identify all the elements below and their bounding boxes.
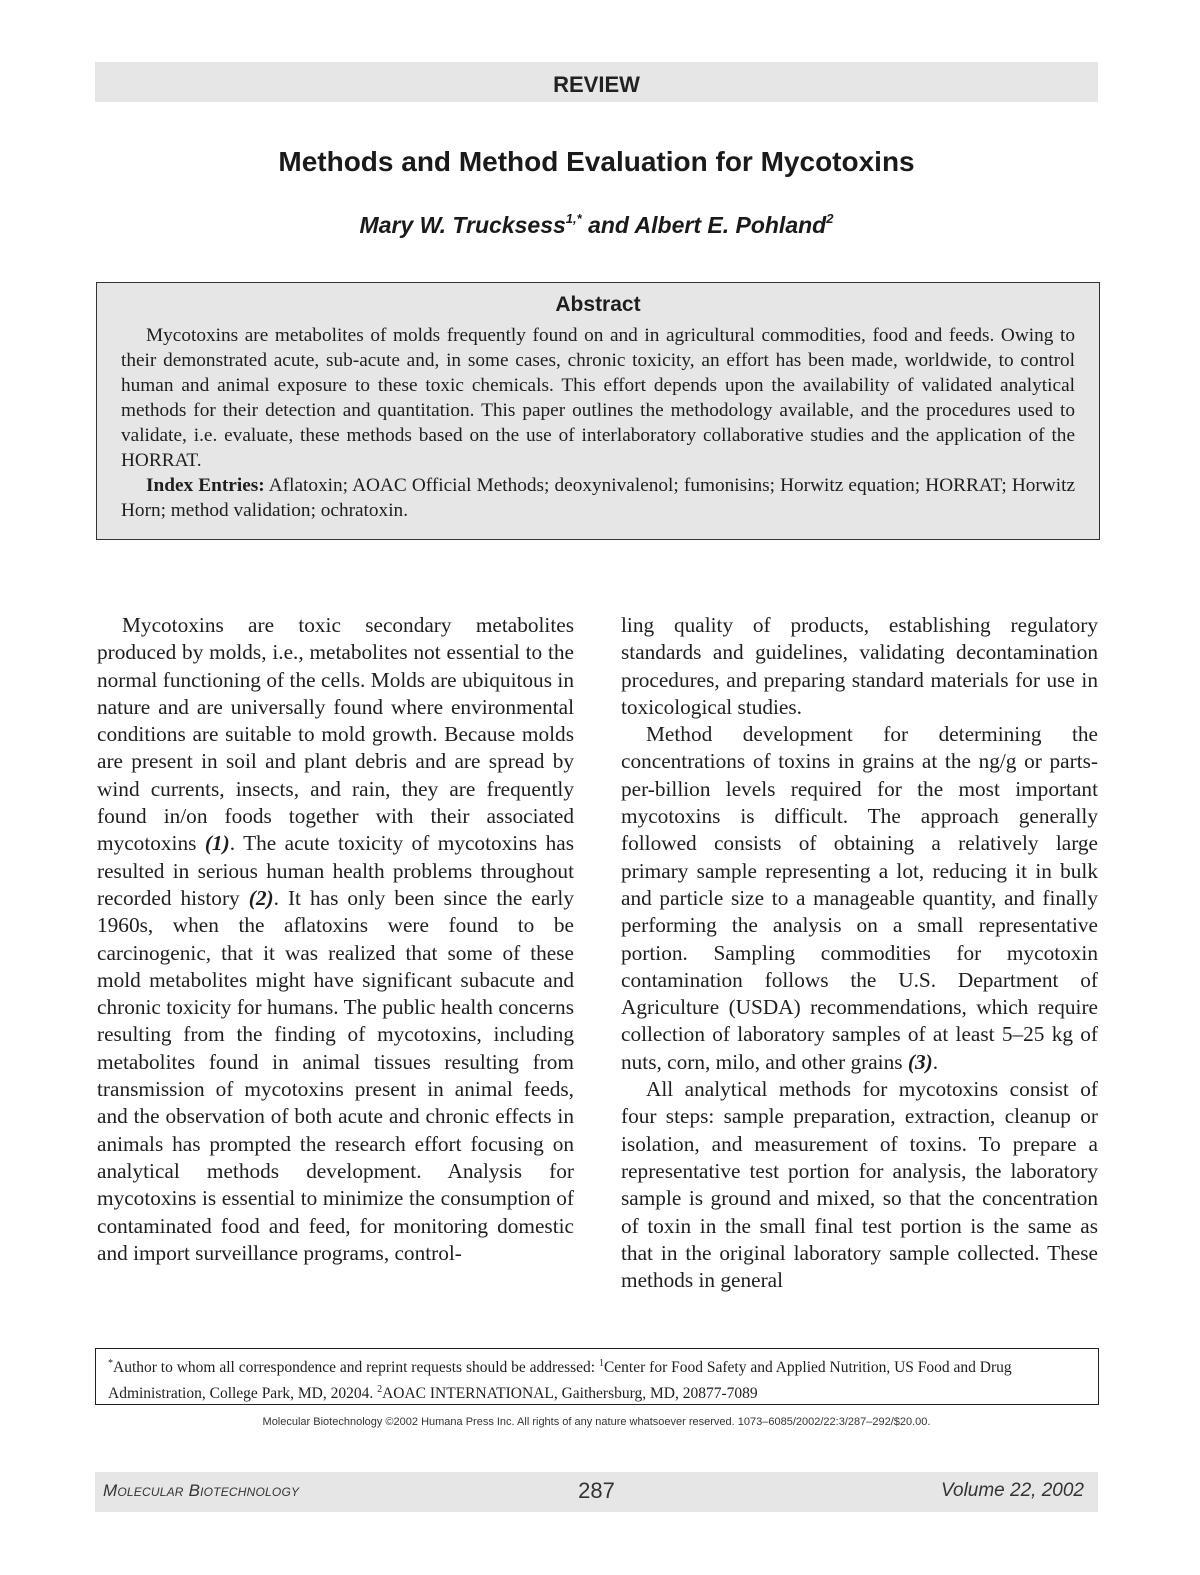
page-number: 287	[578, 1478, 615, 1503]
index-entries-list: Aflatoxin; AOAC Official Methods; deoxynivalenol; fumonisins; Horwitz equation; HORRAT; Horwitz Horn; method validation; ochratoxin.	[121, 475, 1076, 521]
citation-ref: (3)	[907, 1049, 933, 1074]
body-text: .	[932, 1049, 939, 1074]
abstract-box	[96, 282, 1100, 540]
body-column-left	[97, 612, 574, 1267]
citation-ref: (2)	[248, 885, 274, 910]
author-name: Albert E. Pohland	[634, 212, 827, 238]
footer-journal-name: Molecular Biotechnology	[103, 1481, 300, 1500]
author-name: Mary W. Trucksess	[359, 212, 566, 238]
article-title: Methods and Method Evaluation for Mycotoxins	[278, 146, 915, 177]
body-text: . It has only been since the early 1960s, when the aflatoxins were found to be carcinogenic, that it was realized that some of these mold metabolites might have significant subacute and chronic toxicity for humans. The public health concerns resulting from the finding of mycotoxins, including metabolites found in animal tissues resulting from transmission of mycotoxins present in animal feeds, and the observation of both acute and chronic effects in animals has prompted the research effort focusing on analytical methods development. Analysis for mycotoxins is essential to minimize the consumption of contaminated food and feed, for monitoring domestic and import surveillance programs, control-	[97, 885, 574, 1265]
body-paragraph	[97, 612, 574, 1267]
footnote-text: Author to whom all correspondence and reprint requests should be addressed:	[113, 1359, 599, 1376]
author-line	[95, 200, 1098, 244]
citation-ref: (1)	[204, 831, 230, 856]
index-entries-label: Index Entries:	[146, 475, 265, 496]
section-label-bar	[95, 62, 1098, 102]
footnote-mark: 2	[377, 1384, 383, 1395]
body-paragraph: All analytical methods for mycotoxins consist of four steps: sample preparation, extraction, cleanup or isolation, and measurement of toxins. To prepare a representative test portion for analysis, the laboratory sample is ground and mixed, so that the concentration of toxin in the small final test portion is the same as that in the original laboratory sample collected. These methods in general	[621, 1077, 1098, 1293]
footer-volume: Volume 22, 2002	[941, 1480, 1084, 1501]
correspondence-footnote	[95, 1348, 1099, 1405]
footnote-text: AOAC INTERNATIONAL, Gaithersburg, MD, 20877-7089	[382, 1385, 758, 1402]
index-entries	[121, 473, 1075, 523]
body-text: Method development for determining the concentrations of toxins in grains at the ng/g or parts-per-billion levels required for the most important mycotoxins is difficult. The approach generally followed consists of obtaining a relatively large primary sample representing a lot, reducing it in bulk and particle size to a manageable quantity, and finally performing the analysis on a small representative portion. Sampling commodities for mycotoxin contamination follows the U.S. Department of Agriculture (USDA) recommendations, which require collection of laboratory samples of at least 5–25 kg of nuts, corn, milo, and other grains	[621, 722, 1098, 1074]
copyright-line: Molecular Biotechnology ©2002 Humana Press Inc. All rights of any nature whatsoever reserved. 1073–6085/2002/22:3/287–292/$20.00.	[262, 1416, 931, 1428]
body-paragraph	[621, 721, 1098, 1076]
body-paragraph-continued: ling quality of products, establishing regulatory standards and guidelines, validating decontamination procedures, and preparing standard materials for use in toxicological studies.	[621, 613, 1098, 719]
affiliation-mark: 1,*	[565, 211, 582, 226]
abstract-text: Mycotoxins are metabolites of molds frequently found on and in agricultural commodities, food and feeds. Owing to their demonstrated acute, sub-acute and, in some cases, chronic toxicity, an effort has been made, worldwide, to control human and animal exposure to these toxic chemicals. This effort depends upon the availability of validated analytical methods for their detection and quantitation. This paper outlines the methodology available, and the procedures used to validate, i.e. evaluate, these methods based on the use of interlaboratory collaborative studies and the application of the HORRAT.	[121, 325, 1075, 471]
affiliation-mark: 2	[826, 211, 834, 226]
body-column-right	[621, 612, 1098, 1294]
footnote-text: Center for Food Safety and Applied Nutrition, US Food and Drug Administration, College Park, MD, 20204.	[108, 1359, 1012, 1402]
abstract-heading: Abstract	[555, 293, 641, 316]
page-footer	[95, 1472, 1098, 1512]
body-text: Mycotoxins are toxic secondary metabolites produced by molds, i.e., metabolites not essential to the normal functioning of the cells. Molds are ubiquitous in nature and are universally found where environmental conditions are suitable to mold growth. Because molds are present in soil and plant debris and are spread by wind currents, insects, and rain, they are frequently found in/on foods together with their associated mycotoxins	[97, 613, 574, 856]
footnote-mark: 1	[598, 1358, 604, 1369]
footnote-mark: *	[108, 1358, 113, 1369]
section-label: REVIEW	[553, 72, 640, 97]
author-connector: and	[588, 212, 629, 238]
body-text: . The acute toxicity of mycotoxins has resulted in serious human health problems throughout recorded history	[97, 831, 574, 910]
